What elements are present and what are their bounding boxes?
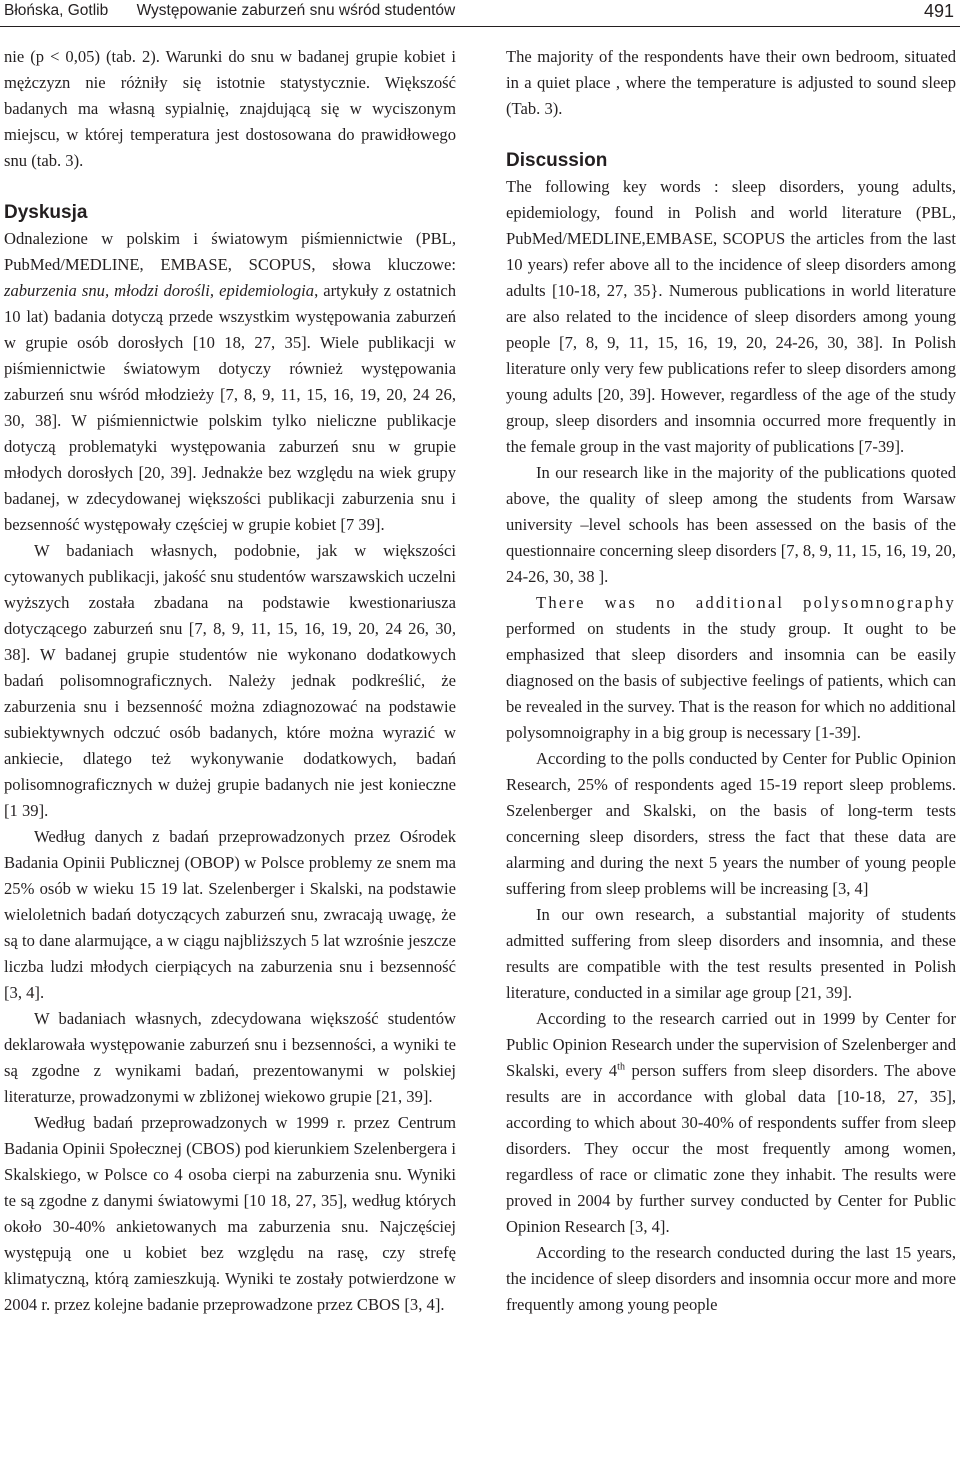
discussion-paragraph-pl-5: Według badań przeprowadzonych w 1999 r. przez Centrum Badania Opinii Społecznej (CBOS) pod kierunkiem Szelenbergera i Skalskiego, w Polsce co 4 osoba cierpi na zaburzenia snu. Wyniki te są zgodne z danymi światowymi [10 18, 27, 35], według których około 30-40% ankietowanych ma zaburzenia snu. Najczęściej występują one u kobiet bez względu na rasę, czy strefę klimatyczną, którą zamieszkują. Wyniki te zostały potwierdzone w 2004 r. przez kolejne badanie przeprowadzone przez CBOS [3, 4].	[4, 1113, 456, 1314]
text-run: There was no additional polysomnography	[536, 593, 956, 612]
discussion-paragraph-pl-2: W badaniach własnych, podobnie, jak w większości cytowanych publikacji, jakość snu studentów warszawskich uczelni wyższych została zbadana na podstawie kwestionariusza dotyczącego zaburzeń snu [7, 8, 9, 11, 15, 16, 19, 20, 24 26, 30, 38]. W badanej grupie studentów nie wykonano dodatkowych badań polisomnograficznych. Należy jednak podkreślić, że zaburzenia snu i bezsenność można zdiagnozować na podstawie subiektywnych odczuć osób badanych, które można wyrazić w ankiecie, dlatego też wykonywanie dodatkowych, badań polisomnograficznych w dużej grupie badanych nie jest konieczne [1 39].	[4, 541, 456, 820]
text-run: , artykuły z ostatnich 10 lat) badania dotyczą przede wszystkim występowania zaburzeń w grupie osób dorosłych [10 18, 27, 35]. Wiele publikacji w piśmiennictwie światowym dotyczy również występowania zaburzeń snu wśród młodzieży [7, 8, 9, 11, 15, 16, 19, 20, 24 26, 30, 38]. W piśmiennictwie polskim tylko nieliczne publikacje dotyczą problematyki występowania zaburzeń snu w grupie młodych dorosłych [20, 39]. Jednakże bez względu na wiek grupy badanej, w zdecydowanej większości publikacji zaburzenia snu i bezsenność występowały częściej w grupie kobiet [7 39].	[4, 281, 456, 534]
running-authors: Błońska, Gotlib	[4, 2, 109, 19]
discussion-paragraph-pl-4: W badaniach własnych, zdecydowana większość studentów deklarowała występowanie zaburzeń snu i bezsenności, a wyniki te są zgodne z wynikami badań, prezentowanymi w polskiej literaturze, prowadzonymi w zbliżonej wiekowo grupie [21, 39].	[4, 1009, 456, 1106]
discussion-paragraph-en-3	[506, 590, 956, 746]
discussion-paragraph-en-2: In our research like in the majority of the publications quoted above, the quality of sleep among the students from Warsaw university –level schools has been assessed on the basis of the questionnaire concerning sleep disorders [7, 8, 9, 11, 15, 16, 19, 20, 24-26, 30, 38 ].	[506, 463, 956, 586]
discussion-paragraph-en-5: In our own research, a substantial majority of students admitted suffering from sleep disorders and insomnia, and these results are compatible with the test results presented in Polish literature, conducted in a similar age group [21, 39].	[506, 905, 956, 1002]
english-column	[506, 44, 956, 1318]
text-run: person suffers from sleep disorders. The above results are in accordance with global data [10-18, 27, 35], according to which about 30-40% of respondents suffer from sleep disorders. They occur the most frequently among women, regardless of race or climatic zone they inhabit. The results were proved in 2004 by further survey conducted by Center for Public Opinion Research [3, 4].	[506, 1061, 956, 1236]
section-heading-discussion: Discussion	[506, 150, 608, 171]
superscript-th: th	[617, 1061, 625, 1073]
discussion-paragraph-pl-1	[4, 226, 456, 538]
running-article-title: Występowanie zaburzeń snu wśród studentów	[136, 2, 456, 19]
section-heading-dyskusja: Dyskusja	[4, 202, 88, 223]
keywords-italic: zaburzenia snu, młodzi dorośli, epidemiologia	[4, 281, 315, 300]
results-paragraph-en: The majority of the respondents have their own bedroom, situated in a quiet place , where the temperature is adjusted to sound sleep (Tab. 3).	[506, 47, 956, 118]
discussion-paragraph-en-6	[506, 1006, 956, 1240]
text-run: According to the research carried out in 1999 by Center for Public Opinion Research under the supervision of Szelenberger and Skalski, every 4	[506, 1009, 956, 1080]
running-title	[4, 0, 455, 22]
text-run: Odnalezione w polskim i światowym piśmiennictwie (PBL, PubMed/MEDLINE, EMBASE, SCOPUS, słowa kluczowe:	[4, 229, 456, 274]
text-run: performed on students in the study group. It ought to be emphasized that sleep disorders and insomnia can be easily diagnosed on the basis of subjective feelings of patients, which can be revealed in the survey. That is the reason for which no additional polysomnoigraphy in a big group is necessary [1-39].	[506, 619, 956, 742]
page-number: 491	[923, 1, 954, 21]
results-paragraph-pl: nie (p < 0,05) (tab. 2). Warunki do snu w badanej grupie kobiet i mężczyzn nie różniły się istotnie statystycznie. Większość badanych ma własną sypialnię, znajdującą się w wyciszonym miejscu, w której temperatura jest dostosowana do prawidłowego snu (tab. 3).	[4, 47, 456, 170]
polish-column	[4, 44, 456, 1318]
discussion-paragraph-en-7: According to the research conducted during the last 15 years, the incidence of sleep disorders and insomnia occur more and more frequently among young people	[506, 1243, 956, 1314]
discussion-paragraph-en-1: The following key words : sleep disorders, young adults, epidemiology, found in Polish and world literature (PBL, PubMed/MEDLINE,EMBASE, SCOPUS the articles from the last 10 years) refer above all to the incidence of sleep disorders among adults [10-18, 27, 35}. Numerous publications in world literature are also related to the incidence of sleep disorders among young people [7, 8, 9, 11, 15, 16, 19, 20, 24-26, 30, 38]. In Polish literature only very few publications refer to sleep disorders among young adults [20, 39]. However, regardless of the age of the study group, sleep disorders and insomnia occurred more frequently in the female group in the vast majority of publications [7-39].	[506, 177, 956, 456]
running-header	[0, 0, 960, 27]
discussion-paragraph-en-4: According to the polls conducted by Center for Public Opinion Research, 25% of respondents aged 15-19 report sleep problems. Szelenberger and Skalski, on the basis of long-term tests concerning sleep disorders, stress the fact that these data are alarming and during the next 5 years the number of young people suffering from sleep problems will be increasing [3, 4]	[506, 749, 956, 898]
discussion-paragraph-pl-3: Według danych z badań przeprowadzonych przez Ośrodek Badania Opinii Publicznej (OBOP) w Polsce problemy ze snem ma 25% osób w wieku 15 19 lat. Szelenberger i Skalski, na podstawie wieloletnich badań dotyczących zaburzeń snu, zwracają uwagę, że są to dane alarmujące, a w ciągu najbliższych 5 lat wzrośnie jeszcze liczba ludzi młodych cierpiących na zaburzenia snu i bezsenność [3, 4].	[4, 827, 456, 1002]
